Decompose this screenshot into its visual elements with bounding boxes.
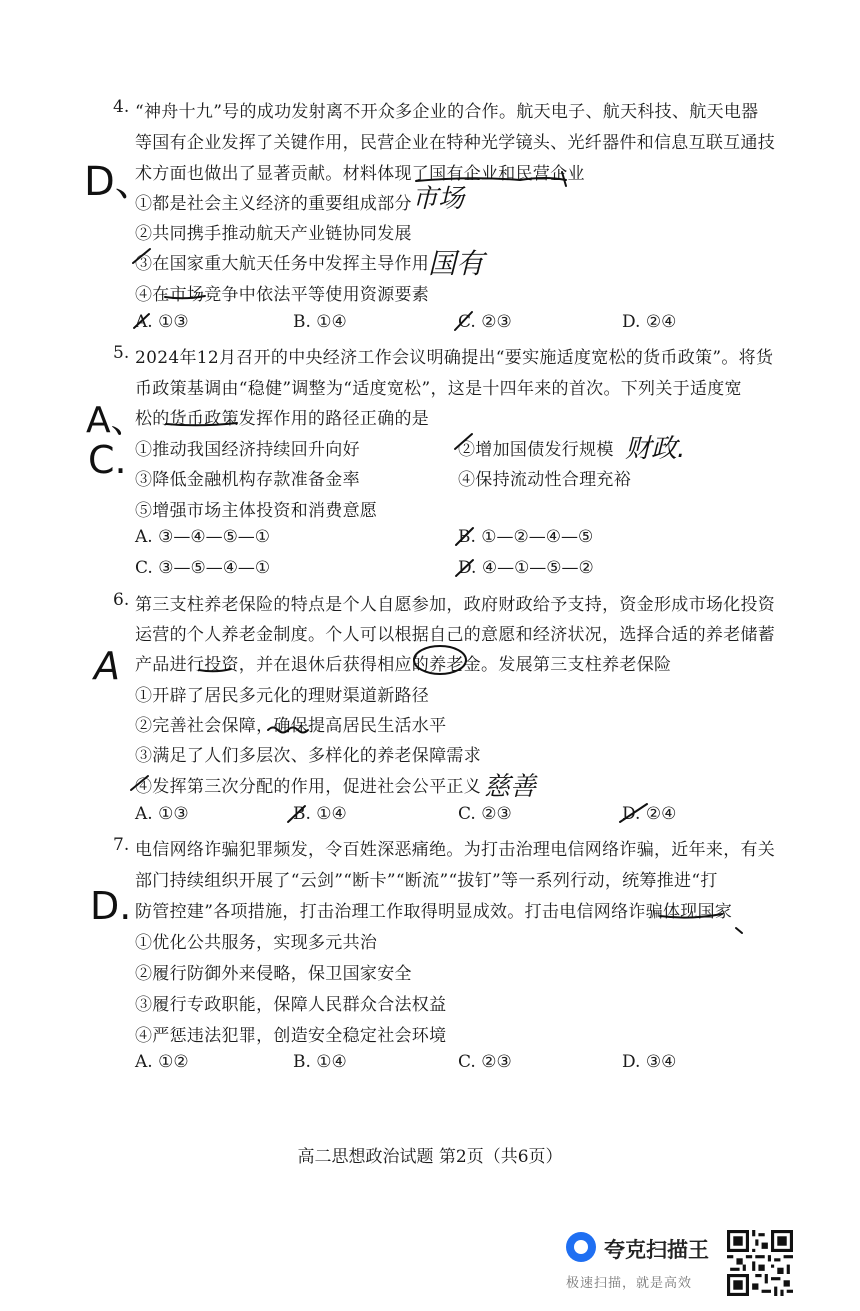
question-4-statement: ③在国家重大航天任务中发挥主导作用 [135, 254, 430, 274]
scanner-watermark [566, 1232, 726, 1292]
question-6-statement: ②完善社会保障，确保提高居民生活水平 [135, 716, 447, 736]
question-4-statement: ④在市场竞争中依法平等使用资源要素 [135, 285, 430, 305]
handwritten-note-q4-market: 市场 [412, 184, 465, 214]
handwritten-note-q6-charity: 慈善 [484, 772, 537, 802]
question-6-statement: ③满足了人们多层次、多样化的养老保障需求 [135, 746, 481, 766]
question-6-number: 6. [113, 590, 130, 610]
question-5-statement: ②增加国债发行规模 [458, 440, 614, 460]
question-4-stem-line: “神舟十九”号的成功发射离不开众多企业的合作。航天电子、航天科技、航天电器 [135, 102, 759, 122]
question-7-option-c: C. ②③ [458, 1052, 512, 1072]
question-7-statement: ①优化公共服务，实现多元共治 [135, 933, 378, 953]
question-6-option-c: C. ②③ [458, 804, 512, 824]
question-6-option-a: A. ①③ [135, 804, 189, 824]
handwritten-answer-q7: D. [90, 884, 132, 928]
question-5-option-a: A. ③—④—⑤—① [135, 527, 271, 547]
handwritten-answer-q4: D、 [84, 159, 155, 205]
question-7-statement: ④严惩违法犯罪，创造安全稳定社会环境 [135, 1026, 447, 1046]
tick-mark [736, 928, 742, 933]
handwritten-answer-q5-c: C. [88, 438, 127, 482]
question-7-option-a: A. ①② [135, 1052, 189, 1072]
question-5-statement: ③降低金融机构存款准备金率 [135, 470, 360, 490]
question-4-option-d: D. ②④ [622, 312, 677, 332]
question-6-statement: ①开辟了居民多元化的理财渠道新路径 [135, 686, 430, 706]
question-5-statement: ①推动我国经济持续回升向好 [135, 440, 360, 460]
question-7-stem-line: 防管控建”各项措施，打击治理工作取得明显成效。打击电信网络诈骗体现国家 [135, 902, 733, 922]
question-4-statement: ①都是社会主义经济的重要组成部分 [135, 194, 412, 214]
question-7-option-b: B. ①④ [293, 1052, 347, 1072]
question-5-statement: ④保持流动性合理充裕 [458, 470, 631, 490]
page-footer: 高二思想政治试题 第2页（共6页） [297, 1147, 563, 1167]
question-7-statement: ②履行防御外来侵略，保卫国家安全 [135, 964, 412, 984]
question-7-statement: ③履行专政职能，保障人民群众合法权益 [135, 995, 447, 1015]
question-4-stem-line: 术方面也做出了显著贡献。材料体现了国有企业和民营企业 [135, 164, 585, 184]
question-6-stem-line: 第三支柱养老保险的特点是个人自愿参加，政府财政给予支持，资金形成市场化投资 [135, 595, 776, 615]
question-6-stem-line: 产品进行投资，并在退休后获得相应的养老金。发展第三支柱养老保险 [135, 655, 672, 675]
qr-code-icon [727, 1230, 793, 1296]
question-4-number: 4. [113, 97, 130, 117]
question-5-statement: ⑤增强市场主体投资和消费意愿 [135, 501, 378, 521]
question-5-number: 5. [113, 343, 130, 363]
question-4-stem-line: 等国有企业发挥了关键作用，民营企业在特种光学镜头、光纤器件和信息互联互通技 [135, 133, 776, 153]
question-4-option-a: A. ①③ [135, 312, 189, 332]
question-7-number: 7. [113, 835, 130, 855]
question-5-stem-line: 币政策基调由“稳健”调整为“适度宽松”，这是十四年来的首次。下列关于适度宽 [135, 379, 742, 399]
handwritten-note-q5-fiscal: 财政. [625, 434, 686, 464]
question-6-option-b: B. ①④ [293, 804, 347, 824]
question-5-stem-line: 2024年12月召开的中央经济工作会议明确提出“要实施适度宽松的货币政策”。将货 [135, 348, 774, 368]
question-5-option-d: D. ④—①—⑤—② [458, 558, 594, 578]
question-5-option-c: C. ③—⑤—④—① [135, 558, 271, 578]
question-6-statement: ④发挥第三次分配的作用，促进社会公平正义 [135, 777, 481, 797]
scanner-logo-icon [566, 1232, 596, 1262]
scanner-tagline: 极速扫描，就是高效 [566, 1276, 693, 1291]
question-7-stem-line: 电信网络诈骗犯罪频发，令百姓深恶痛绝。为打击治理电信网络诈骗，近年来，有关 [135, 840, 776, 860]
scanner-app-name: 夸克扫描王 [604, 1238, 709, 1262]
question-7-stem-line: 部门持续组织开展了“云剑”“断卡”“断流”“拔钉”等一系列行动，统筹推进“打 [135, 871, 718, 891]
question-6-option-d: D. ②④ [622, 804, 677, 824]
question-5-option-b: B. ①—②—④—⑤ [458, 527, 594, 547]
question-4-option-c: C. ②③ [458, 312, 512, 332]
handwritten-answer-q6: A [94, 644, 120, 688]
question-4-option-b: B. ①④ [293, 312, 347, 332]
question-7-option-d: D. ③④ [622, 1052, 677, 1072]
handwritten-answer-q5-a: A、 [86, 400, 147, 441]
question-6-stem-line: 运营的个人养老金制度。个人可以根据自己的意愿和经济状况，选择合适的养老储蓄 [135, 625, 776, 645]
question-5-stem-line: 松的货币政策发挥作用的路径正确的是 [135, 409, 430, 429]
handwritten-note-q4-state: 国有 [428, 247, 485, 280]
question-4-statement: ②共同携手推动航天产业链协同发展 [135, 224, 412, 244]
